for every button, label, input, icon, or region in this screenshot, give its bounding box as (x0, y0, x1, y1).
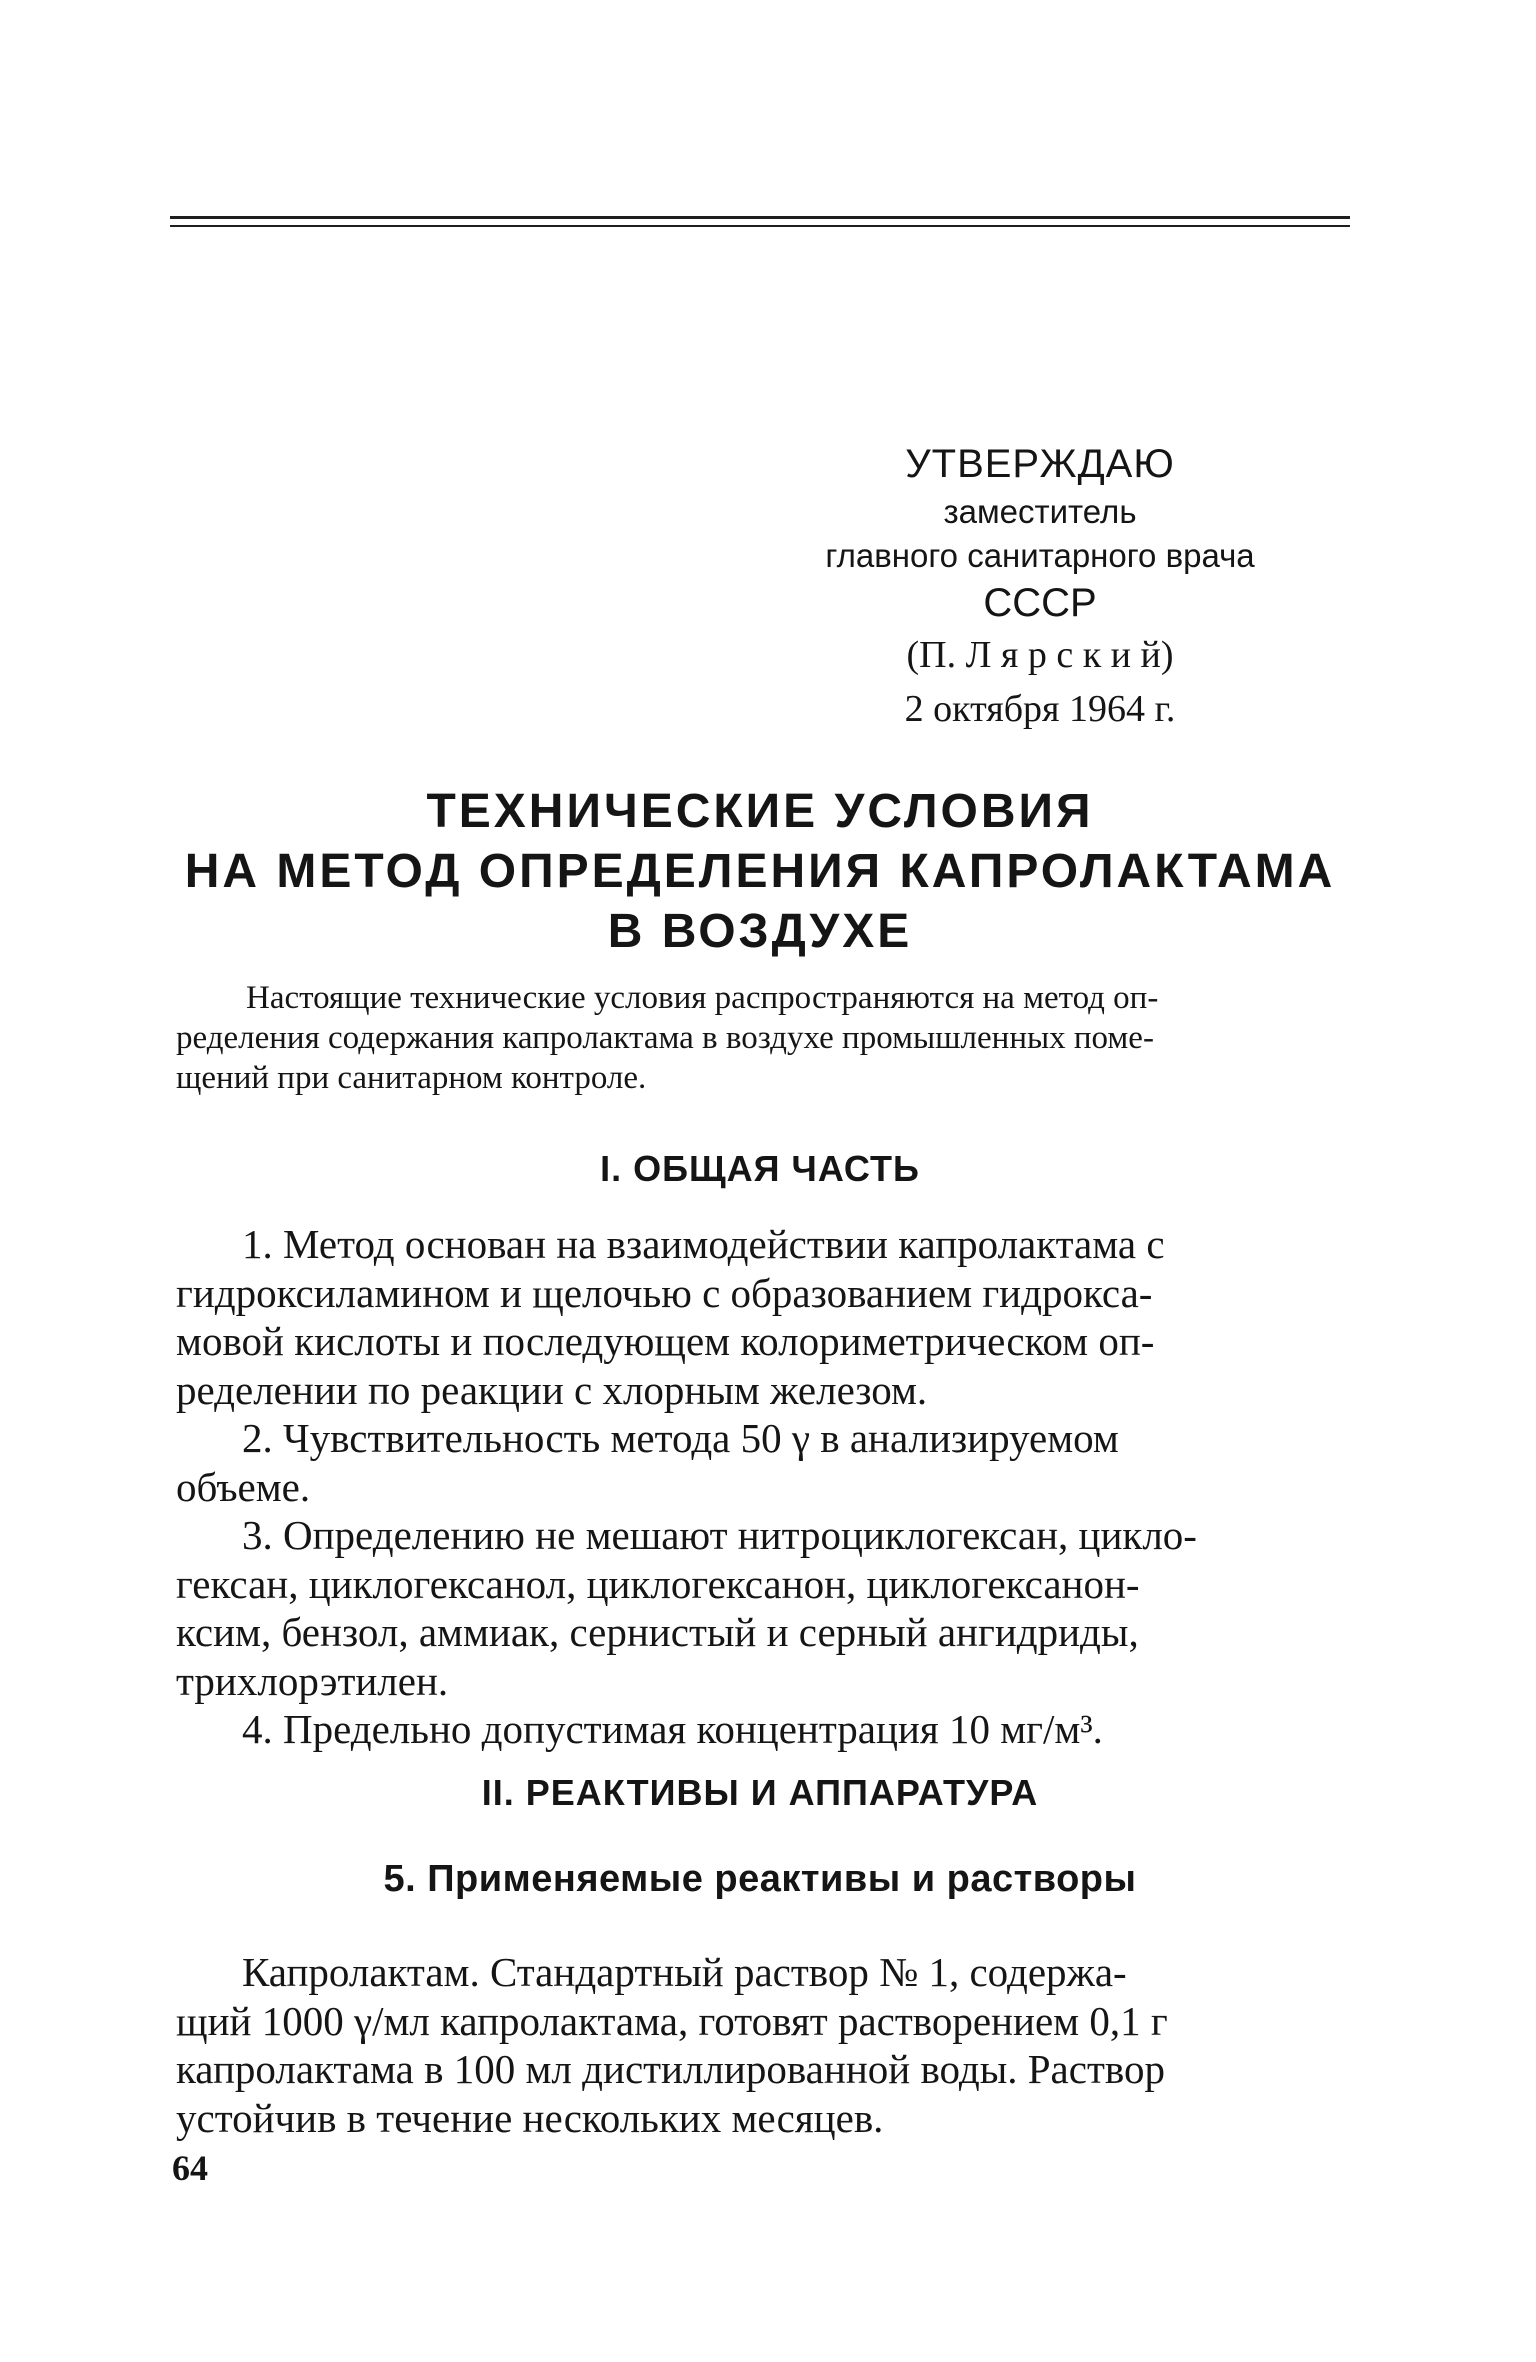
intro-line: щений при санитарном контроле. (176, 1060, 647, 1096)
intro-line: ределения содержания капролактама в воздухе промышленных поме- (176, 1020, 1154, 1056)
paragraph-line: гексан, циклогексанол, циклогексанон, циклогексанон- (176, 1560, 1140, 1607)
paragraph-line: устойчив в течение нескольких месяцев. (176, 2094, 884, 2141)
approval-position-line1: заместитель (943, 493, 1137, 530)
paragraph-line: 3. Определению не мешают нитроциклогексан, цикло- (242, 1512, 1197, 1558)
document-title (170, 782, 1350, 962)
approval-block (780, 438, 1300, 736)
paragraph-line: капролактама в 100 мл дистиллированной воды. Раствор (176, 2046, 1165, 2092)
paragraph-line: ксим, бензол, аммиак, сернистый и серный ангидриды, (176, 1609, 1139, 1655)
section-2-body (176, 1948, 1350, 2142)
section-2-heading: II. РЕАКТИВЫ И АППАРАТУРА (481, 1772, 1039, 1813)
approval-position-line2: главного санитарного врача (825, 537, 1255, 574)
paragraph-line: трихлорэтилен. (176, 1657, 449, 1704)
title-line-3: В ВОЗДУХЕ (607, 905, 913, 958)
paragraph-line: гидроксиламином и щелочью с образованием гидрокса- (176, 1269, 1153, 1316)
paragraph-line: ределении по реакции с хлорным железом. (176, 1366, 928, 1413)
paragraph-line: 1. Метод основан на взаимодействии капролактама с (242, 1221, 1165, 1267)
approval-signatory: (П. Л я р с к и й) (906, 634, 1174, 676)
paragraph-line: 4. Предельно допустимая концентрация 10 мг/м³. (242, 1706, 1103, 1752)
section-1-heading: I. ОБЩАЯ ЧАСТЬ (600, 1148, 920, 1189)
title-line-2: НА МЕТОД ОПРЕДЕЛЕНИЯ КАПРОЛАКТАМА (184, 845, 1336, 898)
approval-country: СССР (983, 581, 1097, 625)
approval-heading: УТВЕРЖДАЮ (905, 442, 1175, 486)
top-rule-secondary (170, 225, 1350, 227)
page-number: 64 (172, 2148, 208, 2188)
section-1-body (176, 1220, 1350, 1754)
intro-paragraph (176, 978, 1350, 1098)
paragraph-line: объеме. (176, 1463, 311, 1510)
title-line-1: ТЕХНИЧЕСКИЕ УСЛОВИЯ (426, 785, 1094, 838)
approval-date: 2 октября 1964 г. (904, 688, 1176, 730)
paragraph-line: мовой кислоты и последующем колориметрическом оп- (176, 1318, 1155, 1364)
intro-line: Настоящие технические условия распространяются на метод оп- (246, 980, 1159, 1016)
paragraph-line: 2. Чувствительность метода 50 γ в анализируемом (242, 1415, 1119, 1461)
section-2-subheading: 5. Применяемые реактивы и растворы (383, 1858, 1137, 1900)
top-rule (170, 216, 1350, 219)
paragraph-line: Капролактам. Стандартный раствор № 1, содержа- (242, 1949, 1127, 1995)
paragraph-line: щий 1000 γ/мл капролактама, готовят растворением 0,1 г (176, 1997, 1168, 2044)
